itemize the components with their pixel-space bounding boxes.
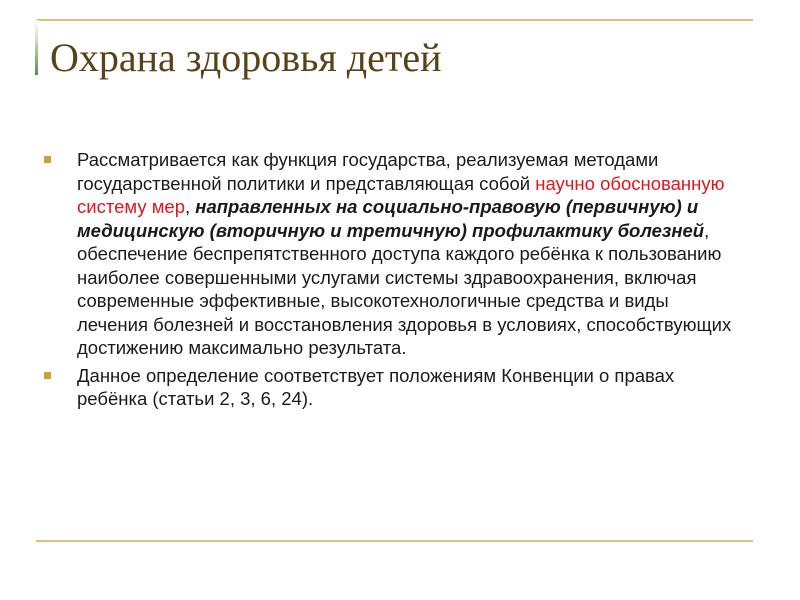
bullet-item-definition <box>44 148 744 360</box>
definition-comma: , <box>185 196 196 217</box>
bottom-divider <box>36 540 753 542</box>
bullet-list <box>44 148 744 415</box>
definition-lead-text: Рассматривается как функция государства, реализуемая методами государственной политики и представляющая собой <box>77 149 659 194</box>
definition-rest-text: , обеспечение беспрепятственного доступа каждого ребёнка к пользованию наиболее совершенными услугами системы здравоохранения, включая современные эффективные, высокотехнологичные средства и виды лечения болезней и восстановления здоровья в условиях, способствующих достижению максимально результата. <box>77 219 732 358</box>
top-divider <box>36 19 753 21</box>
slide-title: Охрана здоровья детей <box>50 35 442 80</box>
emphasized-phrase: направленных на социально-правовую (первичную) и медицинскую (вторичную и третичную) профилактику болезней <box>77 196 705 241</box>
convention-text: Данное определение соответствует положениям Конвенции о правах ребёнка (статьи 2, 3, 6, 24). <box>77 364 675 409</box>
highlighted-phrase: научно обоснованную систему мер <box>77 172 725 217</box>
bullet-item-convention <box>44 364 744 411</box>
left-accent-bar <box>35 20 38 75</box>
square-bullet-icon <box>44 372 51 379</box>
square-bullet-icon <box>44 156 51 163</box>
